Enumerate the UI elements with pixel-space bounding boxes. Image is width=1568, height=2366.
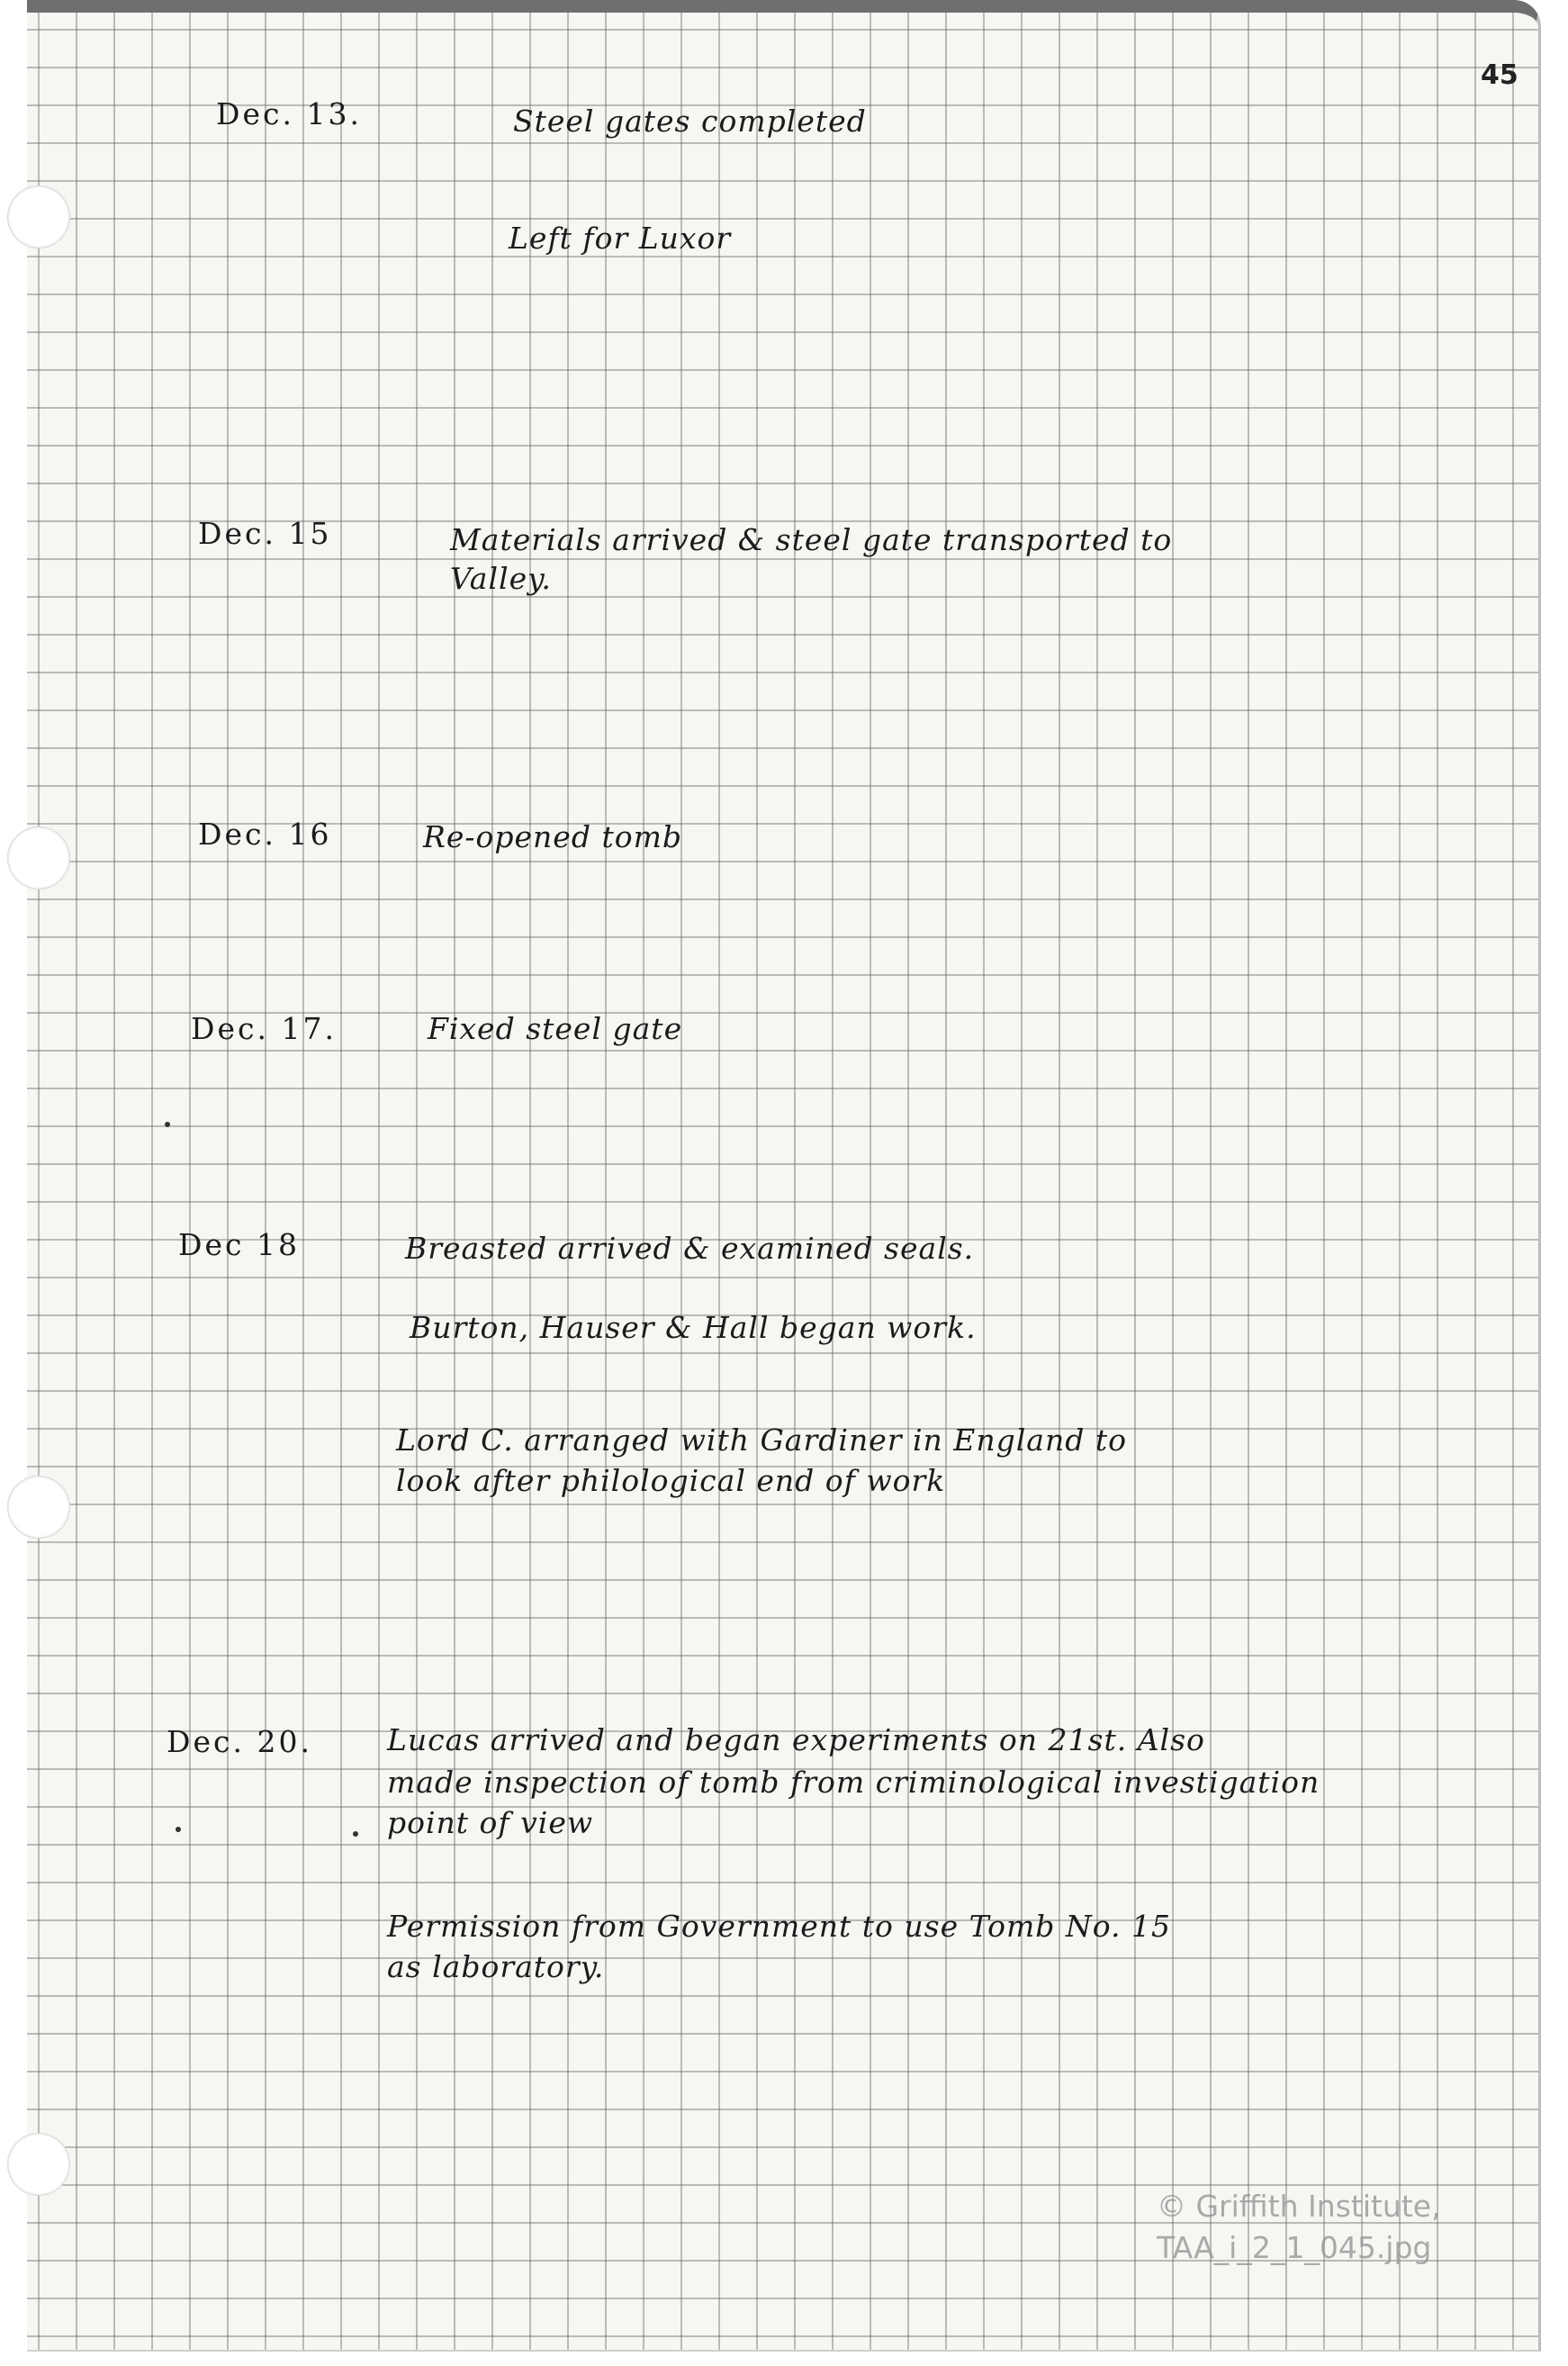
- entry-date: Dec 18: [178, 1227, 300, 1262]
- entry-line: Burton, Hauser & Hall began work.: [410, 1310, 977, 1345]
- punch-hole-3: [7, 1476, 70, 1539]
- entry-date: Dec. 17.: [191, 1011, 337, 1046]
- entry-date: Dec. 13.: [216, 96, 362, 131]
- entry-line: as laboratory.: [387, 1949, 605, 1984]
- page-number: 45: [1481, 59, 1518, 91]
- notebook-page: [27, 0, 1541, 2352]
- entry-line: point of view: [387, 1805, 594, 1840]
- ink-dot: [176, 1827, 181, 1832]
- entry-date: Dec. 16: [198, 817, 332, 852]
- watermark-copyright: © Griffith Institute,: [1157, 2189, 1441, 2224]
- copyright-watermark: [1157, 2186, 1441, 2269]
- entry-line: Re-opened tomb: [423, 819, 682, 854]
- entry-line: made inspection of tomb from criminological investigation: [387, 1765, 1320, 1800]
- entry-line: Fixed steel gate: [428, 1011, 683, 1046]
- entry-line: Steel gates completed: [513, 104, 867, 139]
- entry-line: Lord C. arranged with Gardiner in England to: [396, 1422, 1127, 1458]
- ink-dot: [353, 1831, 358, 1837]
- punch-hole-4: [7, 2133, 70, 2196]
- entry-line: Valley.: [450, 561, 552, 596]
- watermark-filename: TAA_i_2_1_045.jpg: [1157, 2230, 1432, 2265]
- entry-date: Dec. 15: [198, 516, 332, 551]
- entry-line: Breasted arrived & examined seals.: [405, 1231, 975, 1266]
- entry-line: Left for Luxor: [509, 221, 732, 256]
- entry-date: Dec. 20.: [167, 1724, 312, 1759]
- punch-hole-2: [7, 826, 70, 890]
- entry-line: Permission from Government to use Tomb No. 15: [387, 1909, 1171, 1944]
- entry-line: Materials arrived & steel gate transported to: [450, 522, 1173, 557]
- entry-line: look after philological end of work: [396, 1463, 946, 1498]
- punch-hole-1: [7, 185, 70, 248]
- entry-line: Lucas arrived and began experiments on 21st. Also: [387, 1722, 1205, 1757]
- ink-dot: [165, 1122, 170, 1127]
